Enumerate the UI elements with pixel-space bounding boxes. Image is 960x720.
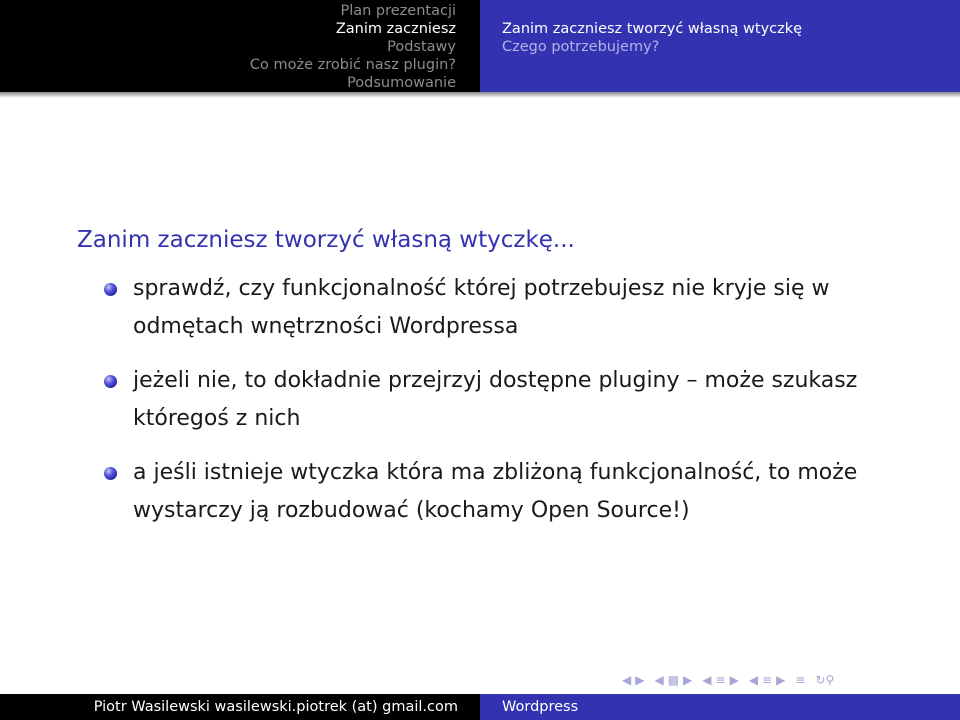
- nav-section-podstawy[interactable]: Podstawy: [387, 39, 456, 55]
- align-icon[interactable]: ≡: [795, 673, 806, 687]
- list-item: [104, 270, 904, 346]
- nav-right-icon[interactable]: ▶: [729, 673, 739, 687]
- nav-right-icon[interactable]: ▶: [776, 673, 786, 687]
- nav-left-icon[interactable]: ◀: [622, 673, 632, 687]
- search-icon[interactable]: ↻⚲: [815, 673, 835, 687]
- section-navigation: [0, 0, 480, 92]
- bullet-icon: [104, 375, 117, 388]
- list-item-text: sprawdź, czy funkcjonalność której potrzebujesz nie kryje się w odmętach wnętrzności Wordpressa: [133, 276, 830, 339]
- beamer-navigation-symbols: [622, 672, 838, 688]
- subsection-icon[interactable]: ≡: [762, 673, 773, 687]
- nav-left-icon[interactable]: ◀: [748, 673, 759, 687]
- list-item: [104, 454, 904, 530]
- list-item: [104, 362, 904, 438]
- nav-section-zanim-zaczniesz[interactable]: Zanim zaczniesz: [335, 21, 456, 37]
- nav-section-podsumowanie[interactable]: Podsumowanie: [347, 75, 456, 91]
- subsection-list: [502, 20, 802, 56]
- nav-left-icon[interactable]: ◀: [702, 673, 712, 687]
- header-bar: [0, 0, 960, 92]
- list-item-text: a jeśli istnieje wtyczka która ma zbliżoną funkcjonalność, to może wystarczy ją rozbudować (kochamy Open Source!): [133, 460, 858, 523]
- footer-bar: [0, 694, 960, 720]
- list-item-text: jeżeli nie, to dokładnie przejrzyj dostępne pluginy – może szukasz któregoś z nich: [133, 368, 858, 431]
- nav-left-icon[interactable]: ◀: [654, 673, 664, 687]
- subsection-navigation: [480, 0, 960, 92]
- bullet-icon: [104, 283, 117, 296]
- section-icon[interactable]: ≡: [715, 673, 726, 687]
- frame-icon[interactable]: ▩: [667, 673, 680, 687]
- nav-subsection-zanim[interactable]: Zanim zaczniesz tworzyć własną wtyczkę: [502, 21, 803, 37]
- nav-section-co-moze[interactable]: Co może zrobić nasz plugin?: [249, 57, 456, 73]
- footer-title: Wordpress: [480, 694, 960, 720]
- nav-section-plan[interactable]: Plan prezentacji: [340, 3, 456, 19]
- nav-right-icon[interactable]: ▶: [683, 673, 693, 687]
- frame-title: Zanim zaczniesz tworzyć własną wtyczkę...: [77, 227, 575, 253]
- section-list: [250, 2, 456, 92]
- bullet-list: [104, 270, 904, 546]
- header-shadow: [0, 92, 960, 98]
- bullet-icon: [104, 467, 117, 480]
- nav-right-icon[interactable]: ▶: [635, 673, 645, 687]
- nav-subsection-czego[interactable]: Czego potrzebujemy?: [502, 39, 660, 55]
- footer-author: Piotr Wasilewski wasilewski.piotrek (at) gmail.com: [0, 694, 480, 720]
